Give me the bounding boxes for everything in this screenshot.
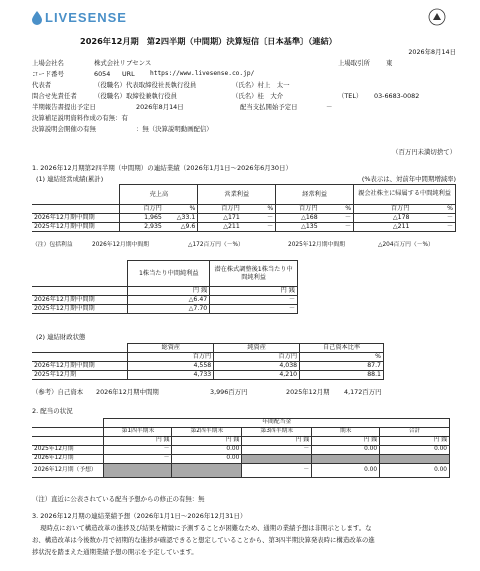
row-label: 2026年12月期 [32,455,104,464]
div-col-blank [32,428,104,437]
dividend-date-label: 配当支払開始予定日 [240,103,298,111]
unit-yen: 円 銭 [104,437,172,446]
cell: － [242,214,276,223]
equity-2025-label: 2025年12月期 [286,388,330,396]
dividend-table [32,418,450,478]
table-row [32,223,456,232]
unit-million: 百万円 [120,205,164,214]
report-date-value: 2026年8月14日 [136,103,184,111]
rep-role: （役職名）代表取締役社長執行役員 [94,81,197,89]
results-header-blank [32,185,120,205]
section1-sub1: (1) 連結経営成績(累計) [36,175,104,183]
briefing-label: 決算説明会開催の有無 [32,125,96,133]
exchange-label: 上場取引所 [338,59,370,67]
cell: － [412,214,456,223]
unit-million: 百万円 [354,205,412,214]
unit-note: （百万円未満切捨て） [392,148,456,156]
row-label: 2026年12月期中間期 [32,362,128,371]
section1-sub2: (2) 連結財政状態 [36,333,86,341]
company-name: 株式会社リブセンス [94,59,152,67]
financial-position-table [32,343,384,380]
cell: △178 [354,214,412,223]
shaded-cell [172,464,242,478]
table-row [32,371,384,380]
unit-yen: 円 銭 [312,437,380,446]
cell: － [242,223,276,232]
unit-yen: 円 銭 [380,437,450,446]
eps-header-blank [32,261,128,287]
cell: 2,935 [120,223,164,232]
cell: △211 [198,223,242,232]
logo [32,10,127,26]
equity-label: （参考）自己資本 [32,388,84,396]
eps-table [32,260,298,314]
cell: － [210,296,298,305]
unit-million: 百万円 [214,353,300,362]
table-row [32,305,298,314]
company-label: 上場会社名 [32,59,64,67]
section3-heading: 3. 2026年12月期の連結業績予想（2026年1月1日～2026年12月31日） [32,512,247,520]
code-label: コード番号 [32,70,64,78]
unit-million: 百万円 [198,205,242,214]
col-total-assets: 総資産 [128,344,214,353]
col-total: 合計 [380,428,450,437]
table-row [32,296,298,305]
forecast-body-line-2: お、構造改革は今後数か月で初期的な進捗が確認できると想定していることから、第3四半期決算発表時に構造改革の進 [32,536,375,544]
unit-percent: % [320,205,354,214]
unit-million: 百万円 [128,353,214,362]
unit-yen: 円 銭 [242,437,312,446]
cell: △211 [354,223,412,232]
shaded-cell [312,455,380,464]
cell: △6.47 [128,296,210,305]
url-link[interactable]: https://www.livesense.co.jp/ [150,70,255,77]
cell: － [104,455,172,464]
shaded-cell [104,464,172,478]
cell: 0.00 [312,464,380,478]
equity-2025-value: 4,172百万円 [344,388,382,396]
unit-percent: % [242,205,276,214]
cell: △33.1 [164,214,198,223]
unit-percent: % [412,205,456,214]
annual-dividend-group: 年間配当金 [104,419,450,428]
cell: 4,210 [214,371,300,380]
results-unit-blank [32,205,120,214]
page-title: 2026年12月期 第2四半期（中間期）決算短信〔日本基準〕（連結） [80,36,337,46]
cell: △168 [276,214,320,223]
url-label: URL [122,70,135,78]
col-year-end: 期末 [312,428,380,437]
dividend-note: （注）直近に公表されている配当予想からの修正の有無：無 [32,495,205,503]
cell: 1,965 [120,214,164,223]
contact-label: 問合せ先責任者 [32,92,77,100]
cell: △135 [276,223,320,232]
comprehensive-income-2025-value: △204百万円（－%） [378,242,434,248]
div-header-blank [32,419,104,428]
row-label [32,464,104,478]
cell: － [242,446,312,455]
row-label: 2025年12月期中間期 [32,223,120,232]
row-label-text: 2026年12月期（予想） [34,467,97,474]
cell: △9.6 [164,223,198,232]
equity-2026-value: 3,996百万円 [210,388,248,396]
logo-text: LIVESENSE [45,10,127,25]
cell: △7.70 [128,305,210,314]
forecast-body-line-3: 捗状況を踏まえた通期業績予想の開示を予定しています。 [32,548,198,556]
unit-percent: % [300,353,384,362]
cell: 87.7 [300,362,384,371]
unit-yen: 円 銭 [172,437,242,446]
tel-label: （TEL） [338,92,363,100]
cell: 88.1 [300,371,384,380]
contact-role: （役職名）取締役兼執行役員 [94,92,178,100]
cell: － [242,464,312,478]
rep-name: （氏名）村上 太一 [232,81,290,89]
release-date: 2026年8月14日 [408,48,456,56]
col-net-assets: 純資産 [214,344,300,353]
jpx-emblem-icon [428,8,446,28]
supplementary-material: 決算補足説明資料作成の有無：有 [32,114,128,122]
cell: 4,733 [128,371,214,380]
row-label: 2026年12月期中間期 [32,296,128,305]
equity-2026-label: 2026年12月期中間期 [96,388,159,396]
code-value: 6054 [94,70,111,78]
comprehensive-income-2025-label: 2025年12月期中間期 [288,242,345,248]
table-row [32,362,384,371]
table-row [32,455,450,464]
unit-million: 百万円 [276,205,320,214]
rep-label: 代表者 [32,81,52,89]
cell: － [104,446,172,455]
cell: 0.00 [172,455,242,464]
cell: － [320,223,354,232]
cell: 0.00 [172,446,242,455]
col-q1-end: 第1四半期末 [104,428,172,437]
unit-yen: 円 銭 [210,287,298,296]
row-label: 2025年12月期中間期 [32,305,128,314]
col-operating-income: 営業利益 [198,185,276,205]
operating-results-table [32,184,456,232]
logo-drop-icon [32,11,42,25]
table-row [32,446,450,455]
section2-heading: 2. 配当の状況 [32,407,73,415]
forecast-body-line-1: 現時点において構造改革の進捗及び結果を精緻に予測することが困難なため、通期の業績予想は非開示とします。な [40,524,372,532]
report-date-label: 半期報告書提出予定日 [32,103,96,111]
row-label: 2026年12月期中間期 [32,214,120,223]
comprehensive-income-2026-label: 2026年12月期中間期 [92,242,149,248]
cell: － [210,305,298,314]
comprehensive-income-label: （注）包括利益 [32,242,73,248]
col-ordinary-income: 経常利益 [276,185,354,205]
col-net-income: 親会社株主に帰属する中間純利益 [354,185,456,205]
unit-yen: 円 銭 [128,287,210,296]
cell: 0.00 [312,446,380,455]
tel-value: 03-6683-0082 [374,92,420,100]
contact-name: （氏名）桂 大介 [232,92,284,100]
exchange-value: 東 [386,59,393,67]
cell: － [320,214,354,223]
briefing-value: ：無（決算説明動画配信） [136,125,213,133]
row-label: 2025年12月期 [32,446,104,455]
cell: △171 [198,214,242,223]
shaded-cell [380,455,450,464]
div-unit-blank [32,437,104,446]
cell: 0.00 [380,446,450,455]
eps-unit-blank [32,287,128,296]
col-q2-end: 第2四半期末 [172,428,242,437]
cell: 4,038 [214,362,300,371]
shaded-cell [242,455,312,464]
section1-heading: 1. 2026年12月期第2四半期（中間期）の連結業績（2026年1月1日～2026年6月30日） [32,164,292,172]
section1-sub1-note: (%表示は、対前年中間期増減率) [361,175,456,183]
dividend-date-value: － [326,103,333,111]
cell: 0.00 [380,464,450,478]
col-eps: 1株当たり中間純利益 [128,261,210,287]
row-label: 2025年12月期 [32,371,128,380]
table-row [32,214,456,223]
unit-percent: % [164,205,198,214]
comprehensive-income-2026-value: △172百万円（－%） [188,242,244,248]
cell: 4,558 [128,362,214,371]
col-sales: 売上高 [120,185,198,205]
table-row [32,464,450,478]
fin-header-blank [32,344,128,353]
col-q3-end: 第3四半期末 [242,428,312,437]
col-diluted-eps: 潜在株式調整後1株当たり中間純利益 [210,261,298,287]
cell: － [412,223,456,232]
col-equity-ratio: 自己資本比率 [300,344,384,353]
fin-unit-blank [32,353,128,362]
